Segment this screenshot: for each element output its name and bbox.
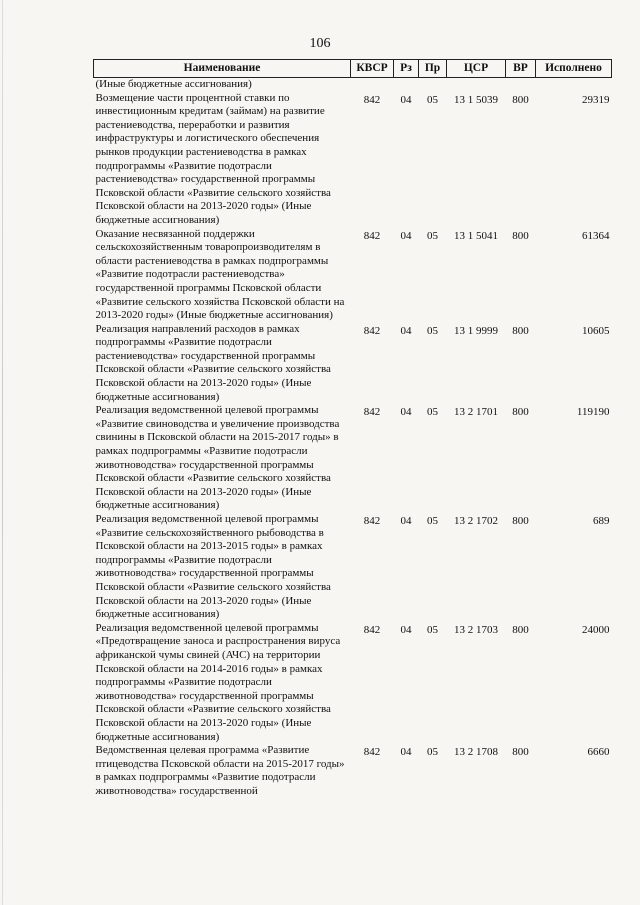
row-executed: 24000	[582, 623, 610, 636]
row-pr: 05	[427, 406, 438, 419]
row-name: Реализация ведомственной целевой программы «Развитие сельскохозяйственного рыбоводства в Псковской области на 2013-2015 годы» в рамках подпрограммы «Развитие подотрасли животноводства» государственной программы Псковской области «Развитие сельского хозяйства Псковской области на 2013-2020 годы» (Иные бюджетные ассигнования)	[95, 513, 331, 621]
page-number: 106	[309, 36, 331, 51]
table-header-row	[94, 60, 612, 78]
row-kvsr: 842	[363, 229, 381, 242]
row-csr: 13 1 9999	[454, 324, 498, 337]
row-executed: 689	[593, 515, 610, 527]
row-pr: 05	[427, 93, 438, 106]
carryover-row	[94, 78, 612, 92]
row-rz: 04	[400, 406, 412, 419]
row-vr: 800	[512, 746, 529, 759]
table-row	[94, 622, 612, 744]
row-pr: 05	[427, 324, 438, 337]
row-rz: 04	[400, 229, 412, 242]
row-kvsr: 842	[363, 406, 381, 419]
row-vr: 800	[512, 623, 529, 636]
header-kvsr: КВСР	[351, 60, 394, 78]
row-kvsr: 842	[363, 746, 381, 759]
header-vr: ВР	[506, 60, 536, 78]
row-executed: 61364	[582, 229, 610, 242]
row-csr: 13 1 5039	[454, 93, 498, 106]
header-rz: Рз	[394, 60, 419, 78]
row-kvsr: 842	[363, 324, 381, 337]
budget-table	[93, 59, 612, 798]
row-csr: 13 2 1701	[454, 406, 498, 419]
row-vr: 800	[512, 229, 529, 242]
carryover-text: (Иные бюджетные ассигнования)	[95, 78, 252, 90]
row-pr: 05	[427, 623, 438, 636]
row-kvsr: 842	[363, 515, 381, 527]
header-pr: Пр	[419, 60, 447, 78]
row-pr: 05	[427, 515, 438, 527]
row-name: Реализация ведомственной целевой программы «Развитие свиноводства и увеличение производства свинины в Псковской области на 2015-2017 годы» в рамках подпрограммы «Развитие подотрасли животноводства» государственной программы Псковской области «Развитие сельского хозяйства Псковской области на 2013-2020 годы» (Иные бюджетные ассигнования)	[95, 404, 340, 512]
table-row	[94, 404, 612, 513]
table-row	[94, 323, 612, 405]
row-kvsr: 842	[363, 93, 381, 106]
row-pr: 05	[427, 746, 438, 759]
row-executed: 119190	[576, 406, 610, 419]
row-executed: 29319	[582, 93, 610, 106]
row-vr: 800	[512, 406, 529, 419]
header-csr: ЦСР	[447, 60, 506, 78]
row-pr: 05	[427, 229, 438, 242]
row-vr: 800	[512, 515, 529, 527]
row-rz: 04	[400, 324, 412, 337]
table-body	[94, 78, 612, 799]
row-csr: 13 2 1708	[454, 746, 498, 759]
row-name: Возмещение части процентной ставки по инвестиционным кредитам (займам) на развитие растениеводства, переработки и развития инфраструктуры и логистического обеспечения рынков продукции растениеводства в рамках подпрограммы «Развитие подотрасли растениеводства» государственной программы Псковской области «Развитие сельского хозяйства Псковской области на 2013-2020 годы» (Иные бюджетные ассигнования)	[95, 91, 331, 226]
row-executed: 6660	[587, 746, 610, 759]
table-row	[94, 228, 612, 323]
row-vr: 800	[512, 93, 529, 106]
table-row	[94, 92, 612, 228]
row-name: Ведомственная целевая программа «Развитие птицеводства Псковской области на 2015-2017 годы» в рамках подпрограммы «Развитие подотрасли животноводства» государственной	[95, 744, 345, 797]
row-name: Реализация направлений расходов в рамках подпрограммы «Развитие подотрасли растениеводства» государственной программы Псковской области «Развитие сельского хозяйства Псковской области на 2013-2020 годы» (Иные бюджетные ассигнования)	[95, 322, 331, 403]
row-kvsr: 842	[363, 623, 381, 636]
row-vr: 800	[512, 324, 529, 337]
row-rz: 04	[400, 515, 412, 527]
row-executed: 10605	[582, 324, 610, 337]
row-csr: 13 2 1703	[454, 623, 498, 636]
row-rz: 04	[400, 746, 412, 759]
row-rz: 04	[400, 623, 412, 636]
table-row	[94, 513, 612, 622]
row-name: Реализация ведомственной целевой программы «Предотвращение заноса и распространения вируса африканской чумы свиней (АЧС) на территории Псковской области на 2014-2016 годы» в рамках подпрограммы «Развитие подотрасли животноводства» государственной программы Псковской области «Развитие сельского хозяйства Псковской области на 2013-2020 годы» (Иные бюджетные ассигнования)	[95, 621, 341, 743]
scan-edge	[2, 0, 3, 905]
row-name: Оказание несвязанной поддержки сельскохозяйственным товаропроизводителям в области растениеводства в рамках подпрограммы «Развитие подотрасли растениеводства» государственной программы Псковской области «Развитие сельского хозяйства Псковской области на 2013-2020 годы» (Иные бюджетные ассигнования)	[95, 227, 345, 322]
header-executed: Исполнено	[536, 60, 612, 78]
table-row	[94, 744, 612, 798]
header-name: Наименование	[94, 60, 351, 78]
row-csr: 13 2 1702	[454, 515, 498, 527]
row-csr: 13 1 5041	[454, 229, 498, 242]
row-rz: 04	[400, 93, 412, 106]
